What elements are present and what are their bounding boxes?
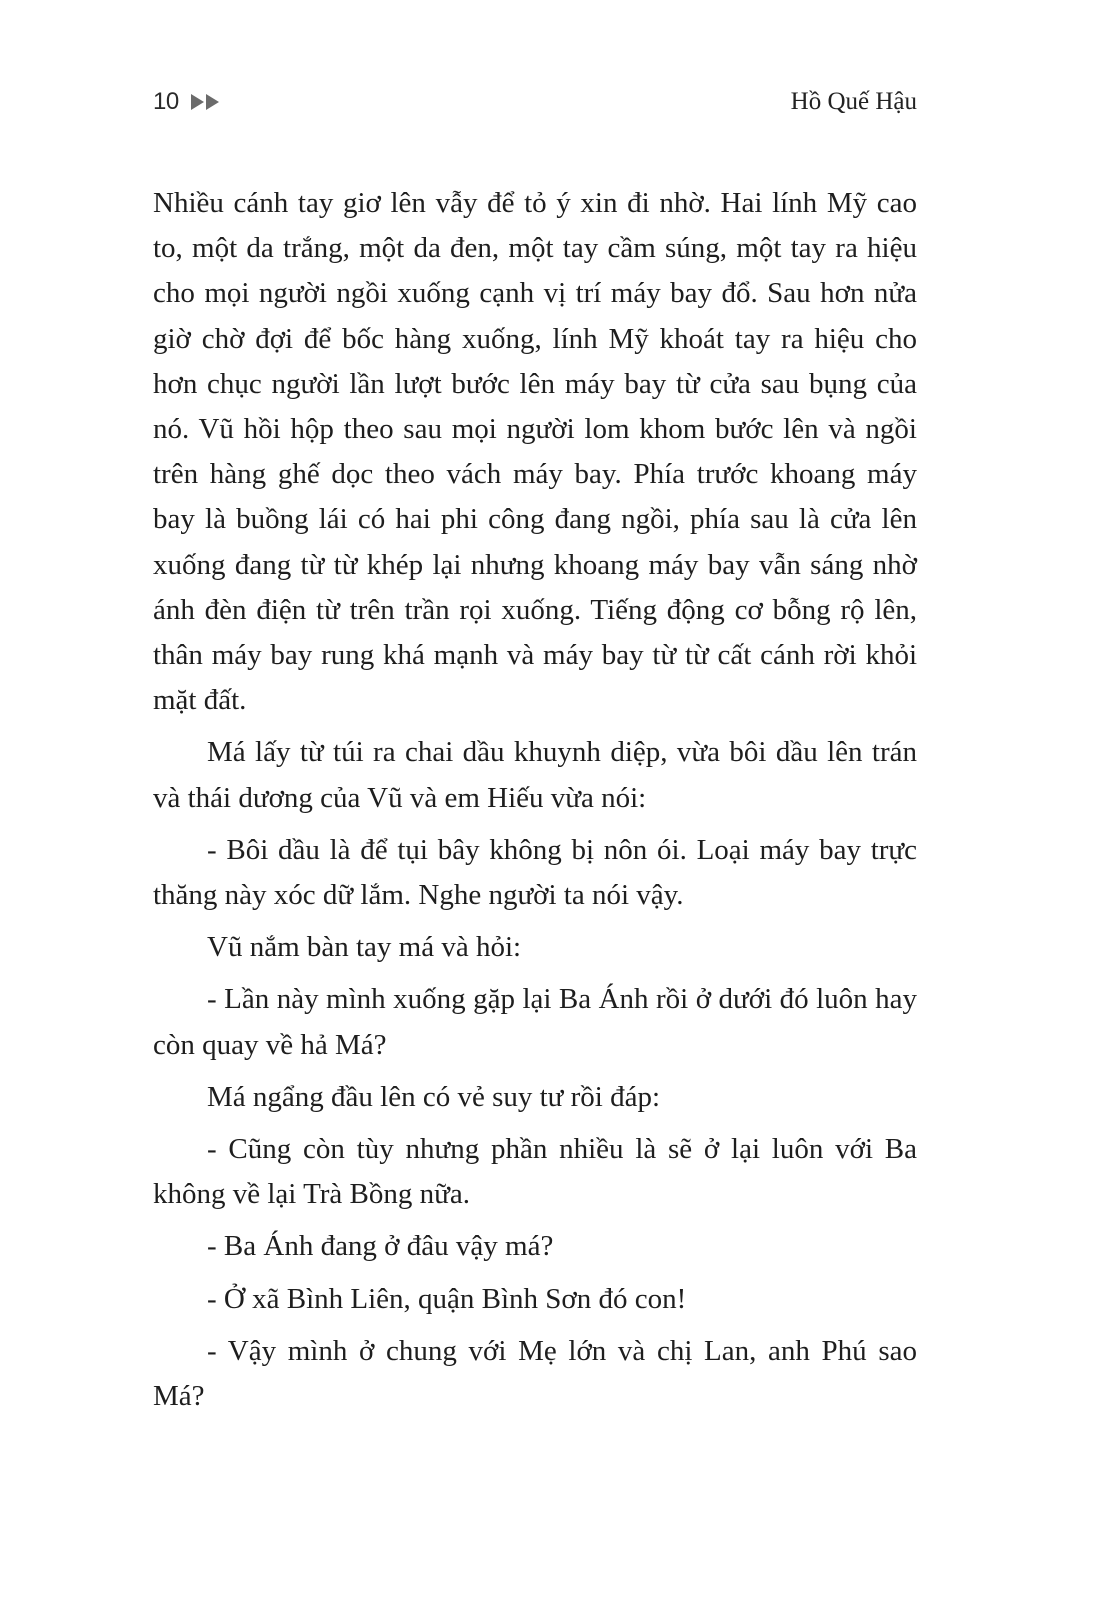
paragraph: Vũ nắm bàn tay má và hỏi: (207, 931, 522, 964)
dialogue-line: - Bôi dầu là để tụi bây không bị nôn ói. Loại máy bay trực thăng này xóc dữ lắm. Nghe người ta nói vậy. (153, 833, 917, 912)
dialogue-line: - Cũng còn tùy nhưng phần nhiều là sẽ ở lại luôn với Ba không về lại Trà Bồng nữa. (153, 1133, 917, 1211)
arrow-right-icon (206, 94, 219, 110)
arrow-right-icon (191, 94, 204, 110)
page-body (153, 181, 917, 1426)
running-header (153, 88, 917, 128)
dialogue-line: - Lần này mình xuống gặp lại Ba Ánh rồi ở dưới đó luôn hay còn quay về hả Má? (153, 983, 917, 1061)
double-arrow-icon (191, 94, 219, 110)
paragraph: Má lấy từ túi ra chai dầu khuynh diệp, vừa bôi dầu lên trán và thái dương của Vũ và em Hiếu vừa nói: (153, 736, 917, 814)
page-number: 10 (153, 88, 179, 115)
dialogue-line: - Ở xã Bình Liên, quận Bình Sơn đó con! (207, 1282, 687, 1315)
paragraph: Má ngẩng đầu lên có vẻ suy tư rồi đáp: (207, 1080, 661, 1113)
author-name: Hồ Quế Hậu (790, 88, 917, 115)
dialogue-line: - Ba Ánh đang ở đâu vậy má? (207, 1230, 554, 1263)
dialogue-line: - Vậy mình ở chung với Mẹ lớn và chị Lan, anh Phú sao Má? (153, 1334, 917, 1413)
paragraph: Nhiều cánh tay giơ lên vẫy để tỏ ý xin đi nhờ. Hai lính Mỹ cao to, một da trắng, một da đen, một tay cầm súng, một tay ra hiệu cho mọi người ngồi xuống cạnh vị trí máy bay đổ. Sau hơn nửa giờ chờ đợi để bốc hàng xuống, lính Mỹ khoát tay ra hiệu cho hơn chục người lần lượt bước lên máy bay từ cửa sau bụng của nó. Vũ hồi hộp theo sau mọi người lom khom bước lên và ngồi trên hàng ghế dọc theo vách máy bay. Phía trước khoang máy bay là buồng lái có hai phi công đang ngồi, phía sau là cửa lên xuống đang từ từ khép lại nhưng khoang máy bay vẫn sáng nhờ ánh đèn điện từ trên trần rọi xuống. Tiếng động cơ bỗng rộ lên, thân máy bay rung khá mạnh và máy bay từ từ cất cánh rời khỏi mặt đất. (153, 187, 917, 717)
